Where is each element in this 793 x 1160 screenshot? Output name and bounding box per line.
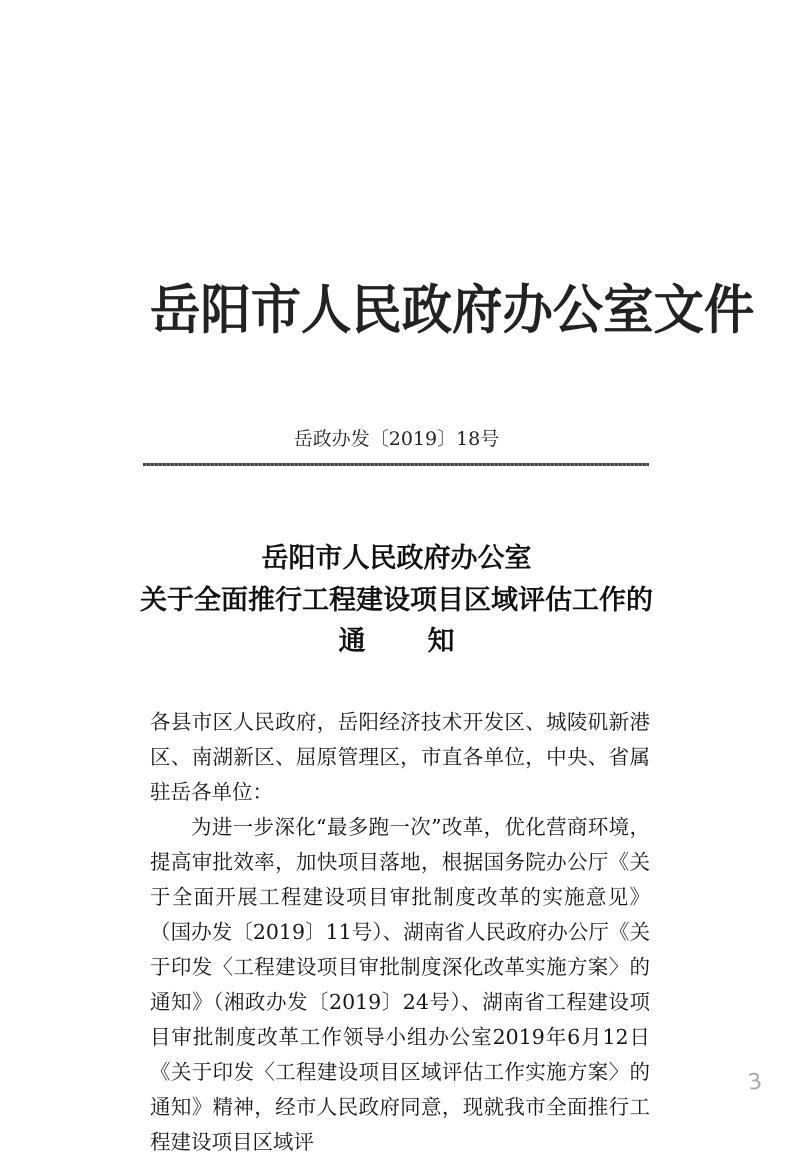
salutation: 各县市区人民政府，岳阳经济技术开发区、城陵矶新港区、南湖新区、屈原管理区，市直各单位，中央、省属驻岳各单位： <box>150 710 650 804</box>
notice-body <box>150 705 650 1160</box>
handwritten-page-mark: 3 <box>746 1069 764 1096</box>
issuer-header-title: 岳阳市人民政府办公室文件 <box>150 279 755 341</box>
document-number: 岳政办发〔2019〕18号 <box>293 428 500 450</box>
notice-title-line-1: 岳阳市人民政府办公室 <box>261 543 532 574</box>
notice-title-line-3: 通知 <box>338 626 517 657</box>
notice-title-line-2: 关于全面推行工程建设项目区域评估工作的 <box>140 585 653 616</box>
body-paragraph-1: 为进一步深化“最多跑一次”改革，优化营商环境，提高审批效率，加快项目落地，根据国务院办公厅《关于全面开展工程建设项目审批制度改革的实施意见》（国办发〔2019〕11号）、湖南省人民政府办公厅《关于印发〈工程建设项目审批制度深化改革实施方案〉的通知》（湘政办发〔2019〕24号）、湖南省工程建设项目审批制度改革工作领导小组办公室2019年6月12日《关于印发〈工程建设项目区域评估工作实施方案〉的通知》精神，经市人民政府同意，现就我市全面推行工程建设项目区域评 <box>150 815 650 1154</box>
header-divider-line <box>143 463 649 466</box>
